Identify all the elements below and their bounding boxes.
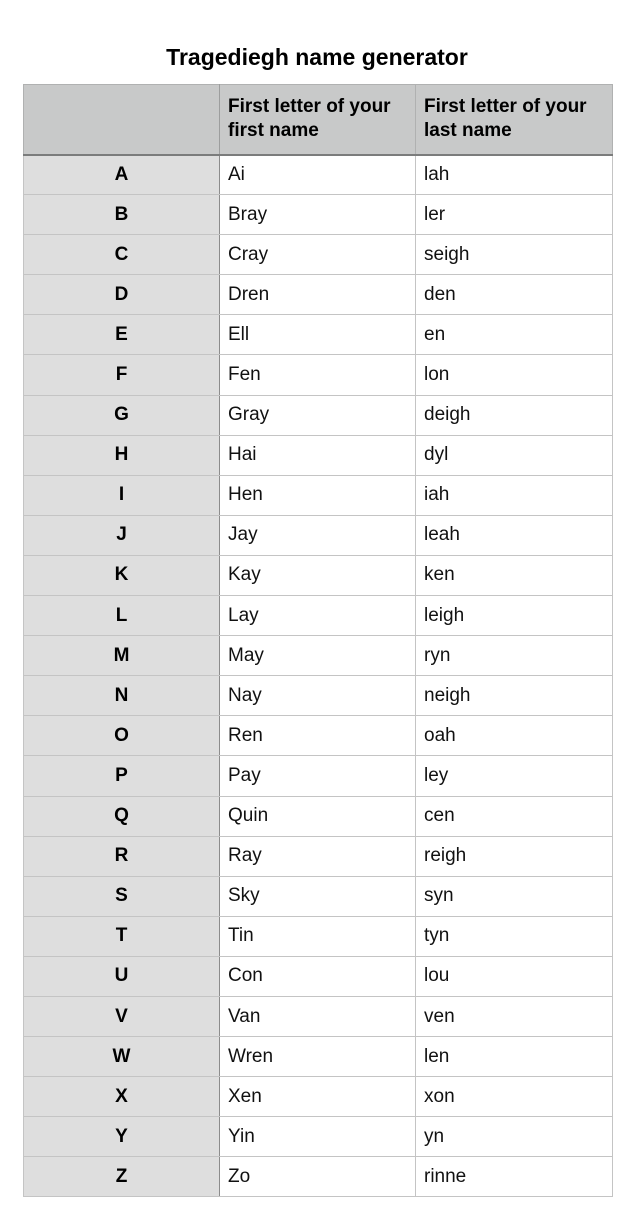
last-name-cell: ryn — [416, 636, 613, 676]
letter-cell: Z — [24, 1157, 220, 1197]
name-generator-table — [23, 84, 613, 1197]
letter-cell: J — [24, 515, 220, 555]
first-name-cell: May — [220, 636, 416, 676]
letter-cell: V — [24, 996, 220, 1036]
first-name-cell: Ren — [220, 716, 416, 756]
table-row — [24, 716, 613, 756]
first-name-cell: Lay — [220, 596, 416, 636]
last-name-cell: ven — [416, 996, 613, 1036]
first-name-cell: Jay — [220, 515, 416, 555]
first-name-cell: Yin — [220, 1117, 416, 1157]
first-name-cell: Hai — [220, 435, 416, 475]
letter-cell: H — [24, 435, 220, 475]
table-row — [24, 155, 613, 195]
first-name-cell: Cray — [220, 235, 416, 275]
last-name-cell: leah — [416, 515, 613, 555]
first-name-cell: Nay — [220, 676, 416, 716]
last-name-cell: syn — [416, 876, 613, 916]
table-row — [24, 876, 613, 916]
first-name-cell: Dren — [220, 275, 416, 315]
last-name-cell: ken — [416, 555, 613, 595]
first-name-cell: Zo — [220, 1157, 416, 1197]
letter-cell: M — [24, 636, 220, 676]
first-name-cell: Fen — [220, 355, 416, 395]
page-title: Tragediegh name generator — [166, 44, 468, 70]
first-name-cell: Quin — [220, 796, 416, 836]
first-name-cell: Van — [220, 996, 416, 1036]
first-name-cell: Gray — [220, 395, 416, 435]
table-row — [24, 555, 613, 595]
letter-cell: S — [24, 876, 220, 916]
last-name-cell: deigh — [416, 395, 613, 435]
table-row — [24, 1077, 613, 1117]
letter-cell: U — [24, 956, 220, 996]
last-name-cell: dyl — [416, 435, 613, 475]
last-name-cell: cen — [416, 796, 613, 836]
last-name-cell: iah — [416, 475, 613, 515]
table-row — [24, 475, 613, 515]
header-first-name: First letter of your first name — [220, 85, 416, 155]
table-row — [24, 756, 613, 796]
table-row — [24, 676, 613, 716]
letter-cell: Q — [24, 796, 220, 836]
table-row — [24, 195, 613, 235]
letter-cell: I — [24, 475, 220, 515]
first-name-cell: Con — [220, 956, 416, 996]
letter-cell: R — [24, 836, 220, 876]
table-row — [24, 596, 613, 636]
first-name-cell: Ray — [220, 836, 416, 876]
last-name-cell: lah — [416, 155, 613, 195]
header-letter — [24, 85, 220, 155]
table-header-row — [24, 85, 613, 155]
letter-cell: X — [24, 1077, 220, 1117]
letter-cell: A — [24, 155, 220, 195]
letter-cell: L — [24, 596, 220, 636]
last-name-cell: neigh — [416, 676, 613, 716]
table-row — [24, 956, 613, 996]
table-row — [24, 435, 613, 475]
last-name-cell: xon — [416, 1077, 613, 1117]
table-row — [24, 1037, 613, 1077]
letter-cell: Y — [24, 1117, 220, 1157]
table-row — [24, 796, 613, 836]
letter-cell: O — [24, 716, 220, 756]
table-row — [24, 836, 613, 876]
letter-cell: N — [24, 676, 220, 716]
letter-cell: D — [24, 275, 220, 315]
first-name-cell: Ell — [220, 315, 416, 355]
first-name-cell: Tin — [220, 916, 416, 956]
last-name-cell: rinne — [416, 1157, 613, 1197]
last-name-cell: tyn — [416, 916, 613, 956]
last-name-cell: den — [416, 275, 613, 315]
last-name-cell: oah — [416, 716, 613, 756]
first-name-cell: Bray — [220, 195, 416, 235]
letter-cell: F — [24, 355, 220, 395]
table-row — [24, 916, 613, 956]
first-name-cell: Ai — [220, 155, 416, 195]
letter-cell: E — [24, 315, 220, 355]
table-row — [24, 515, 613, 555]
last-name-cell: seigh — [416, 235, 613, 275]
first-name-cell: Xen — [220, 1077, 416, 1117]
last-name-cell: en — [416, 315, 613, 355]
letter-cell: W — [24, 1037, 220, 1077]
letter-cell: C — [24, 235, 220, 275]
letter-cell: K — [24, 555, 220, 595]
table-row — [24, 235, 613, 275]
table-body — [24, 155, 613, 1197]
table-row — [24, 275, 613, 315]
first-name-cell: Kay — [220, 555, 416, 595]
last-name-cell: lou — [416, 956, 613, 996]
last-name-cell: len — [416, 1037, 613, 1077]
letter-cell: G — [24, 395, 220, 435]
letter-cell: P — [24, 756, 220, 796]
letter-cell: T — [24, 916, 220, 956]
letter-cell: B — [24, 195, 220, 235]
last-name-cell: ler — [416, 195, 613, 235]
header-last-name: First letter of your last name — [416, 85, 613, 155]
first-name-cell: Wren — [220, 1037, 416, 1077]
table-row — [24, 996, 613, 1036]
table-row — [24, 1117, 613, 1157]
table-row — [24, 355, 613, 395]
table-row — [24, 395, 613, 435]
first-name-cell: Pay — [220, 756, 416, 796]
last-name-cell: reigh — [416, 836, 613, 876]
first-name-cell: Sky — [220, 876, 416, 916]
last-name-cell: yn — [416, 1117, 613, 1157]
first-name-cell: Hen — [220, 475, 416, 515]
table-row — [24, 636, 613, 676]
last-name-cell: lon — [416, 355, 613, 395]
table-row — [24, 1157, 613, 1197]
last-name-cell: leigh — [416, 596, 613, 636]
last-name-cell: ley — [416, 756, 613, 796]
table-row — [24, 315, 613, 355]
